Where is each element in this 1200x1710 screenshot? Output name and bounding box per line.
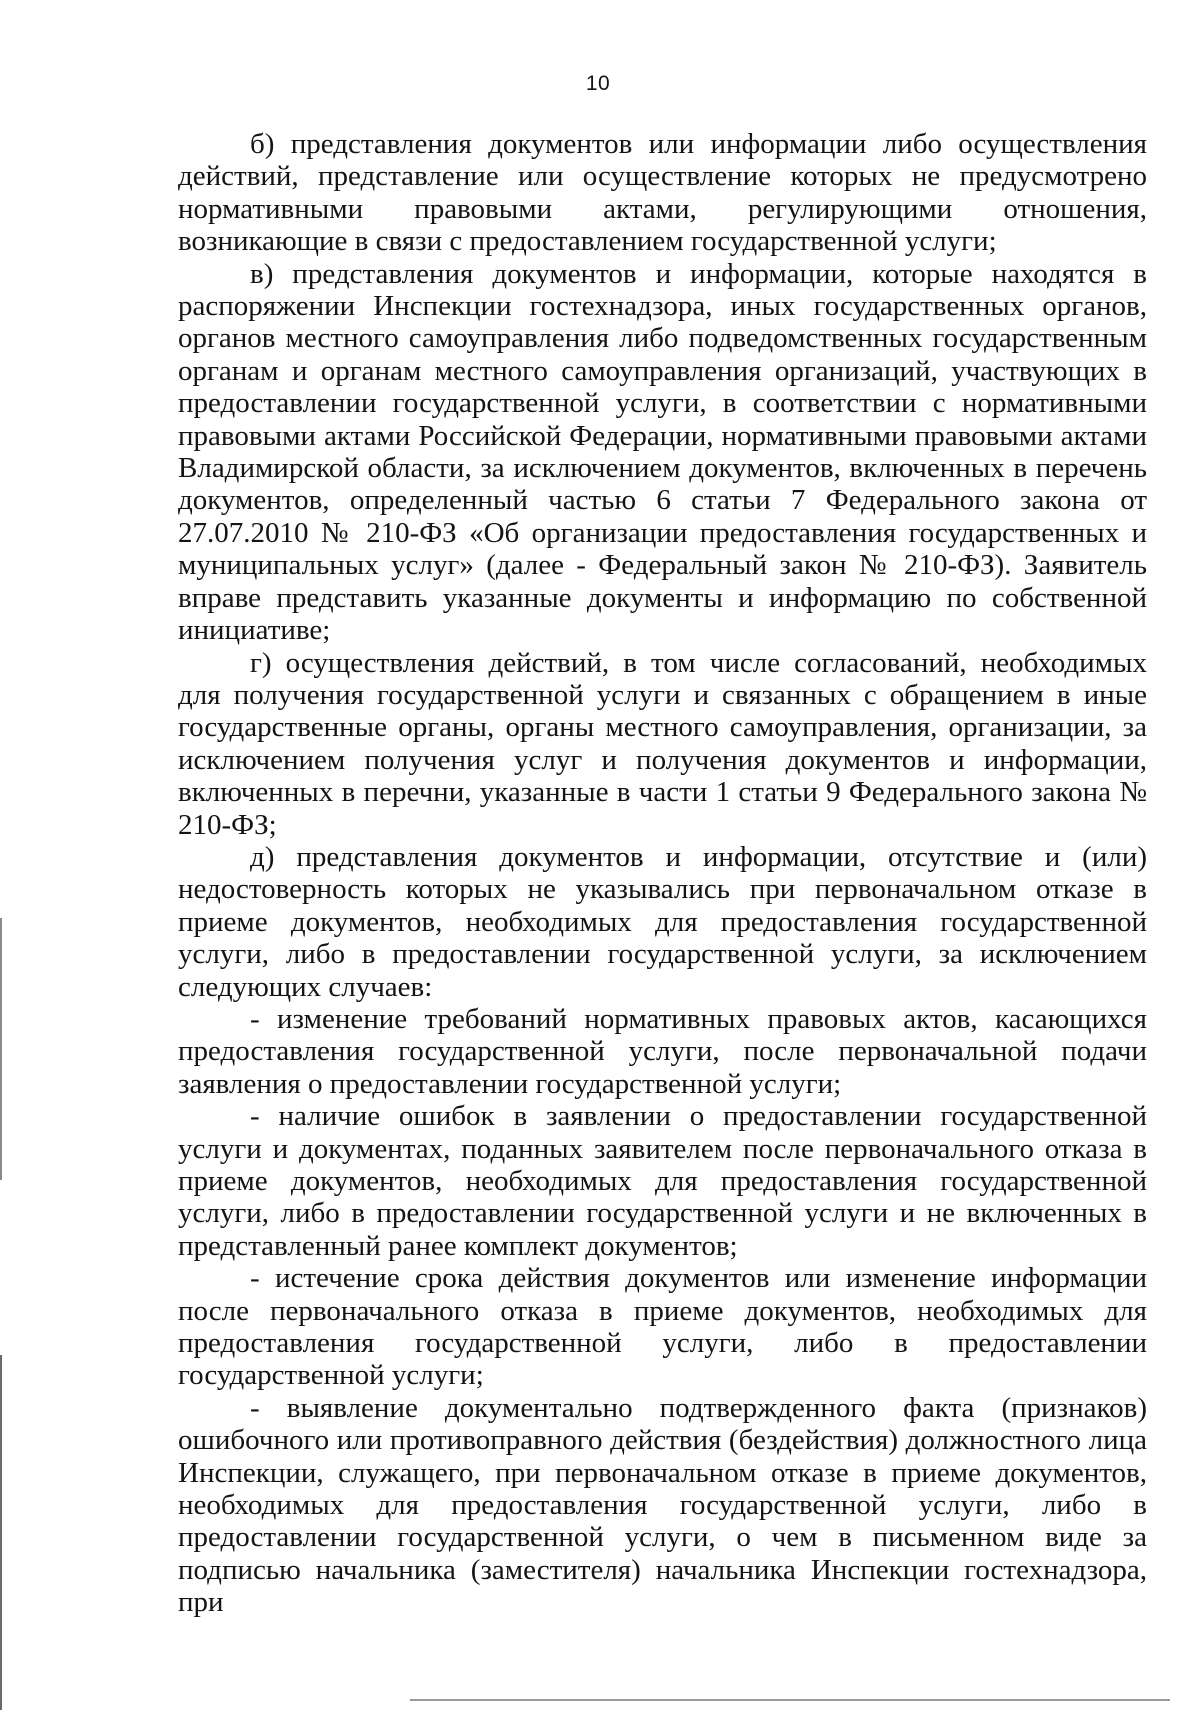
paragraph-v: в) представления документов и информации, которые находятся в распоряжении Инспекции гостехнадзора, иных государственных органов, органов местного самоуправления либо подведомственных государственным органам и органам местного самоуправления организаций, участвующих в предоставлении государственной услуги, в соответствии с нормативными правовыми актами Российской Федерации, нормативными правовыми актами Владимирской области, за исключением документов, включенных в перечень документов, определенный частью 6 статьи 7 Федерального закона от 27.07.2010 № 210-ФЗ «Об организации предоставления государственных и муниципальных услуг» (далее - Федеральный закон № 210-ФЗ). Заявитель вправе представить указанные документы и информацию по собственной инициативе; [178,257,1147,647]
page-number-text: 10 [585,72,611,95]
scan-edge-line-upper [0,918,2,1180]
page-number [0,72,1200,96]
scan-edge-line-lower [0,1355,2,1710]
list-item-document-expiry: - истечение срока действия документов или изменение информации после первоначального отказа в приеме документов, необходимых для предоставления государственной услуги, либо в предоставлении государственной услуги; [178,1262,1147,1392]
document-body [178,128,1147,1619]
list-item-errors-in-application: - наличие ошибок в заявлении о предоставлении государственной услуги и документах, поданных заявителем после первоначального отказа в приеме документов, необходимых для предоставления государственной услуги, либо в предоставлении государственной услуги и не включенных в представленный ранее комплект документов; [178,1100,1147,1262]
paragraph-g: г) осуществления действий, в том числе согласований, необходимых для получения государственной услуги и связанных с обращением в иные государственные органы, органы местного самоуправления, организации, за исключением получения услуг и получения документов и информации, включенных в перечни, указанные в части 1 статьи 9 Федерального закона № 210-ФЗ; [178,646,1147,841]
list-item-official-misconduct: - выявление документально подтвержденного факта (признаков) ошибочного или противоправного действия (бездействия) должностного лица Инспекции, служащего, при первоначальном отказе в приеме документов, необходимых для предоставления государственной услуги, либо в предоставлении государственной услуги, о чем в письменном виде за подписью начальника (заместителя) начальника Инспекции гостехнадзора, при [178,1391,1147,1619]
scan-edge-line-bottom [410,1699,1170,1701]
paragraph-d: д) представления документов и информации, отсутствие и (или) недостоверность которых не указывались при первоначальном отказе в приеме документов, необходимых для предоставления государственной услуги, либо в предоставлении государственной услуги, за исключением следующих случаев: [178,840,1147,1003]
list-item-requirements-change: - изменение требований нормативных правовых актов, касающихся предоставления государственной услуги, после первоначальной подачи заявления о предоставлении государственной услуги; [178,1002,1147,1100]
paragraph-b: б) представления документов или информации либо осуществления действий, представление или осуществление которых не предусмотрено нормативными правовыми актами, регулирующими отношения, возникающие в связи с предоставлением государственной услуги; [178,128,1147,258]
